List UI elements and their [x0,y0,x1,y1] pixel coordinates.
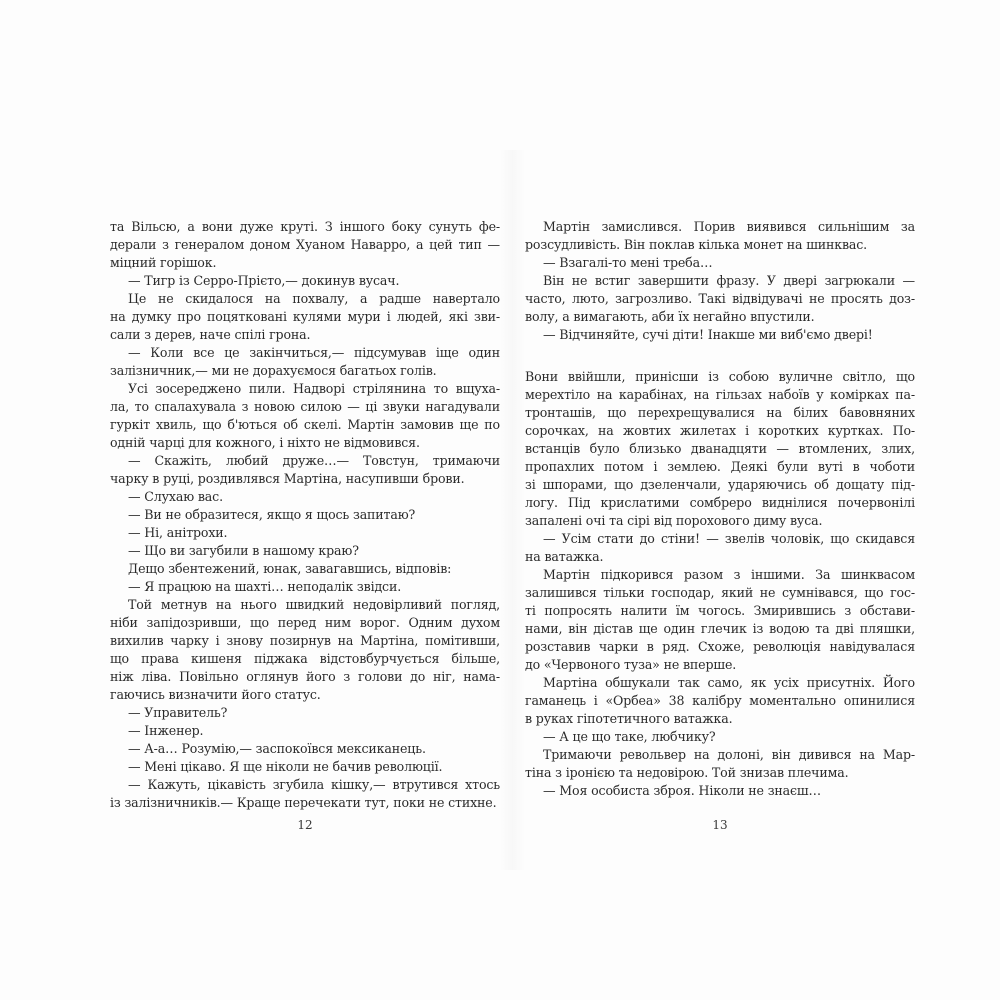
text-line: гуркіт хвиль, що б'ються об скелі. Мартін замовив ще по [110,417,500,432]
book-gutter [500,150,525,870]
text-line: що права кишеня піджака відстовбурчується більше, [110,651,500,666]
text-line: пропахлих потом і землею. Деякі були вуті в чоботи [525,459,915,474]
text-line: Дещо збентежений, юнак, завагавшись, відповів: [128,561,452,576]
text-line: та Вільсю, а вони дуже круті. З іншого боку сунуть фе- [110,219,500,234]
text-line: Усі зосереджено пили. Надворі стрілянина то вщуха- [128,381,500,396]
text-line: до «Червоного туза» не вперше. [525,657,737,672]
text-line: розставив чарки в ряд. Схоже, революція навідувалася [525,639,915,654]
text-line: часто, люто, загрозливо. Такі відвідувачі не просять доз- [525,291,915,306]
text-line: волу, а вимагають, аби їх негайно впустили. [525,309,815,324]
left-page-number: 12 [297,818,313,832]
text-line: — Управитель? [128,705,228,720]
text-line: гаманець і «Орбеа» 38 калібру моментально опинилися [525,693,915,708]
text-line: — А-а… Розумію,— заспокоївся мексиканець. [128,741,426,756]
text-line: ніж ліва. Повільно оглянув його з голови до ніг, нама- [110,669,500,684]
text-line: — А це що таке, любчику? [543,729,716,744]
text-line: Мартін підкорився разом з іншими. За шинквасом [543,567,915,582]
text-line: Вони ввійшли, принісши із собою вуличне світло, що [525,369,915,384]
text-line: на думку про поцятковані кулями мури і людей, які зви- [110,309,500,324]
text-line: тронташів, що перехрещувалися на білих бавовняних [525,405,915,420]
text-line: логу. Під крислатими сомбреро виднілися почервонілі [525,495,915,510]
right-page-number: 13 [712,818,728,832]
text-line: мерехтіло на карабінах, на гільзах набоїв у комірках па- [525,387,915,402]
right-page-text [525,218,915,800]
text-line: — Тигр із Серро-Прієто,— докинув вусач. [128,273,400,288]
text-line: — Що ви загубили в нашому краю? [128,543,359,558]
text-line: — Слухаю вас. [128,489,223,504]
text-line: нами, він дістав ще один глечик із водою та дві пляшки, [525,621,915,636]
text-line: — Інженер. [128,723,204,738]
text-line: Мартіна обшукали так само, як усіх присутніх. Його [543,675,915,690]
text-line: — Мені цікаво. Я ще ніколи не бачив революції. [128,759,443,774]
text-line: ла, то спалахувала з новою силою — ці звуки нагадували [110,399,500,414]
text-line: — Усім стати до стіни! — звелів чоловік, що скидався [543,531,915,546]
text-line: — Відчиняйте, сучі діти! Інакше ми виб'ємо двері! [543,327,873,342]
text-line: сорочках, на жовтих жилетах і коротких куртках. По- [525,423,915,438]
text-line: тіна з іронією та недовірою. Той знизав плечима. [525,765,849,780]
text-line: сали з дерев, наче спілі грона. [110,327,311,342]
text-line: гаючись визначити його статус. [110,687,321,702]
section-break [525,344,915,368]
text-line: зі шпорами, що дзеленчали, ударяючись об дощату під- [525,477,915,492]
text-line: із залізничників.— Краще перечекати тут, поки не стихне. [110,795,497,810]
text-line: — Кажуть, цікавість згубила кішку,— втрутився хтось [128,777,500,792]
text-line: міцний горішок. [110,255,217,270]
text-line: одній чарці для кожного, і ніхто не відмовився. [110,435,420,450]
text-line: — Взагалі-то мені треба… [543,255,713,270]
text-line: Мартін замислився. Порив виявився сильнішим за [543,219,915,234]
text-line: розсудливість. Він поклав кілька монет на шинквас. [525,237,868,252]
text-line: Той метнув на нього швидкий недовірливий погляд, [128,597,500,612]
text-line: ніби запідозривши, що перед ним ворог. Одним духом [110,615,500,630]
text-line: в руках гіпотетичного ватажка. [525,711,733,726]
text-line: чарку в руці, роздивлявся Мартіна, насупивши брови. [110,471,465,486]
text-line: — Я працюю на шахті… неподалік звідси. [128,579,402,594]
text-line: ті попросять налити їм чогось. Змирившись з обстави- [525,603,915,618]
text-line: — Ні, анітрохи. [128,525,228,540]
text-line: Він не встиг завершити фразу. У двері загрюкали — [543,273,915,288]
text-line: на ватажка. [525,549,604,564]
text-line: залізничник,— ми не дорахуємося багатьох голів. [110,363,437,378]
text-line: — Коли все це закінчиться,— підсумував іще один [128,345,500,360]
text-line: Тримаючи револьвер на долоні, він дивився на Мар- [543,747,915,762]
text-line: встанців було близько дванадцяти — втомлених, злих, [525,441,915,456]
text-line: — Ви не образитеся, якщо я щось запитаю? [128,507,416,522]
text-line: Це не скидалося на похвалу, а радше навертало [128,291,500,306]
text-line: запалені очі та сірі від порохового диму вуса. [525,513,823,528]
text-line: залишився тільки господар, який не сумнівався, що гос- [525,585,915,600]
text-line: дерали з генералом доном Хуаном Наварро, а цей тип — [110,237,500,252]
text-line: вихилив чарку і знову позирнув на Мартіна, помітивши, [110,633,500,648]
text-line: — Моя особиста зброя. Ніколи не знаєш… [543,783,821,798]
text-line: — Скажіть, любий друже…— Товстун, тримаючи [128,453,500,468]
left-page-text [110,218,500,812]
